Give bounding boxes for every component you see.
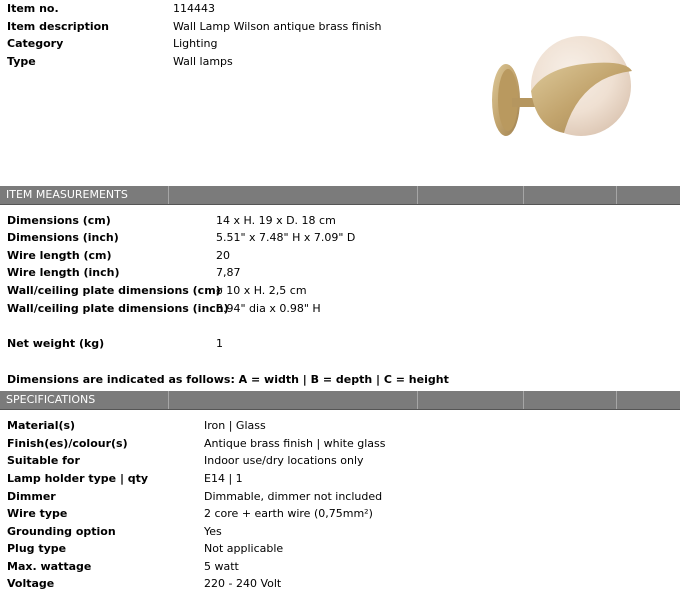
grounding-label: Grounding option (7, 525, 116, 538)
wire-type-row (0, 506, 680, 523)
wire-length-cm-label: Wire length (cm) (7, 249, 112, 262)
voltage-value: 220 - 240 Volt (204, 577, 282, 590)
dimmer-label: Dimmer (7, 490, 56, 503)
materials-value: Iron | Glass (204, 419, 266, 432)
lamp-holder-row (0, 471, 680, 488)
dimensions-cm-row (0, 213, 680, 230)
dimensions-cm-value: 14 x H. 19 x D. 18 cm (216, 214, 336, 227)
dimmer-row (0, 489, 680, 506)
band-divider (523, 186, 524, 204)
voltage-label: Voltage (7, 577, 55, 590)
suitable-for-label: Suitable for (7, 454, 80, 467)
plug-type-label: Plug type (7, 542, 67, 555)
plate-dimensions-cm-label: Wall/ceiling plate dimensions (cm) (7, 284, 221, 297)
suitable-for-value: Indoor use/dry locations only (204, 454, 364, 467)
net-weight-value: 1 (216, 337, 223, 350)
dimensions-note: Dimensions are indicated as follows: A = width | B = depth | C = height (7, 373, 449, 386)
materials-label: Material(s) (7, 419, 76, 432)
lamp-holder-label: Lamp holder type | qty (7, 472, 149, 485)
item-measurements-header (0, 186, 680, 205)
dimensions-inch-label: Dimensions (inch) (7, 231, 119, 244)
max-wattage-value: 5 watt (204, 560, 239, 573)
type-label: Type (7, 55, 36, 68)
category-label: Category (7, 37, 64, 50)
plate-dimensions-inch-value: 3.94" dia x 0.98" H (216, 302, 321, 315)
wire-length-inch-row (0, 265, 680, 282)
band-divider (168, 186, 169, 204)
band-divider (616, 391, 617, 409)
item-description-value: Wall Lamp Wilson antique brass finish (173, 20, 382, 33)
type-value: Wall lamps (173, 55, 233, 68)
wire-type-value: 2 core + earth wire (0,75mm²) (204, 507, 373, 520)
band-divider (616, 186, 617, 204)
item-no-value: 114443 (173, 2, 215, 15)
band-divider (417, 391, 418, 409)
plate-dimensions-cm-row (0, 283, 680, 300)
finish-row (0, 436, 680, 453)
dimensions-cm-label: Dimensions (cm) (7, 214, 111, 227)
finish-value: Antique brass finish | white glass (204, 437, 386, 450)
grounding-value: Yes (204, 525, 222, 538)
specifications-header (0, 391, 680, 410)
suitable-for-row (0, 453, 680, 470)
max-wattage-row (0, 559, 680, 576)
wire-length-cm-value: 20 (216, 249, 230, 262)
plug-type-value: Not applicable (204, 542, 284, 555)
category-value: Lighting (173, 37, 218, 50)
plug-type-row (0, 541, 680, 558)
dimmer-value: Dimmable, dimmer not included (204, 490, 383, 503)
dimensions-inch-row (0, 230, 680, 247)
finish-label: Finish(es)/colour(s) (7, 437, 128, 450)
voltage-row (0, 576, 680, 593)
lamp-holder-value: E14 | 1 (204, 472, 243, 485)
item-measurements-title: ITEM MEASUREMENTS (6, 188, 128, 201)
grounding-row (0, 524, 680, 541)
item-description-label: Item description (7, 20, 109, 33)
dimensions-inch-value: 5.51" x 7.48" H x 7.09" D (216, 231, 356, 244)
wire-length-cm-row (0, 248, 680, 265)
materials-row (0, 418, 680, 435)
band-divider (168, 391, 169, 409)
item-no-row (0, 1, 680, 18)
band-divider (523, 391, 524, 409)
plate-dimensions-cm-value: ø 10 x H. 2,5 cm (216, 284, 307, 297)
product-image (486, 28, 636, 158)
wire-length-inch-label: Wire length (inch) (7, 266, 120, 279)
max-wattage-label: Max. wattage (7, 560, 92, 573)
plate-dimensions-inch-label: Wall/ceiling plate dimensions (inch) (7, 302, 229, 315)
net-weight-row (0, 336, 680, 353)
plate-dimensions-inch-row (0, 301, 680, 318)
wire-length-inch-value: 7,87 (216, 266, 241, 279)
band-divider (417, 186, 418, 204)
net-weight-label: Net weight (kg) (7, 337, 105, 350)
item-no-label: Item no. (7, 2, 59, 15)
specifications-title: SPECIFICATIONS (6, 393, 96, 406)
wire-type-label: Wire type (7, 507, 68, 520)
